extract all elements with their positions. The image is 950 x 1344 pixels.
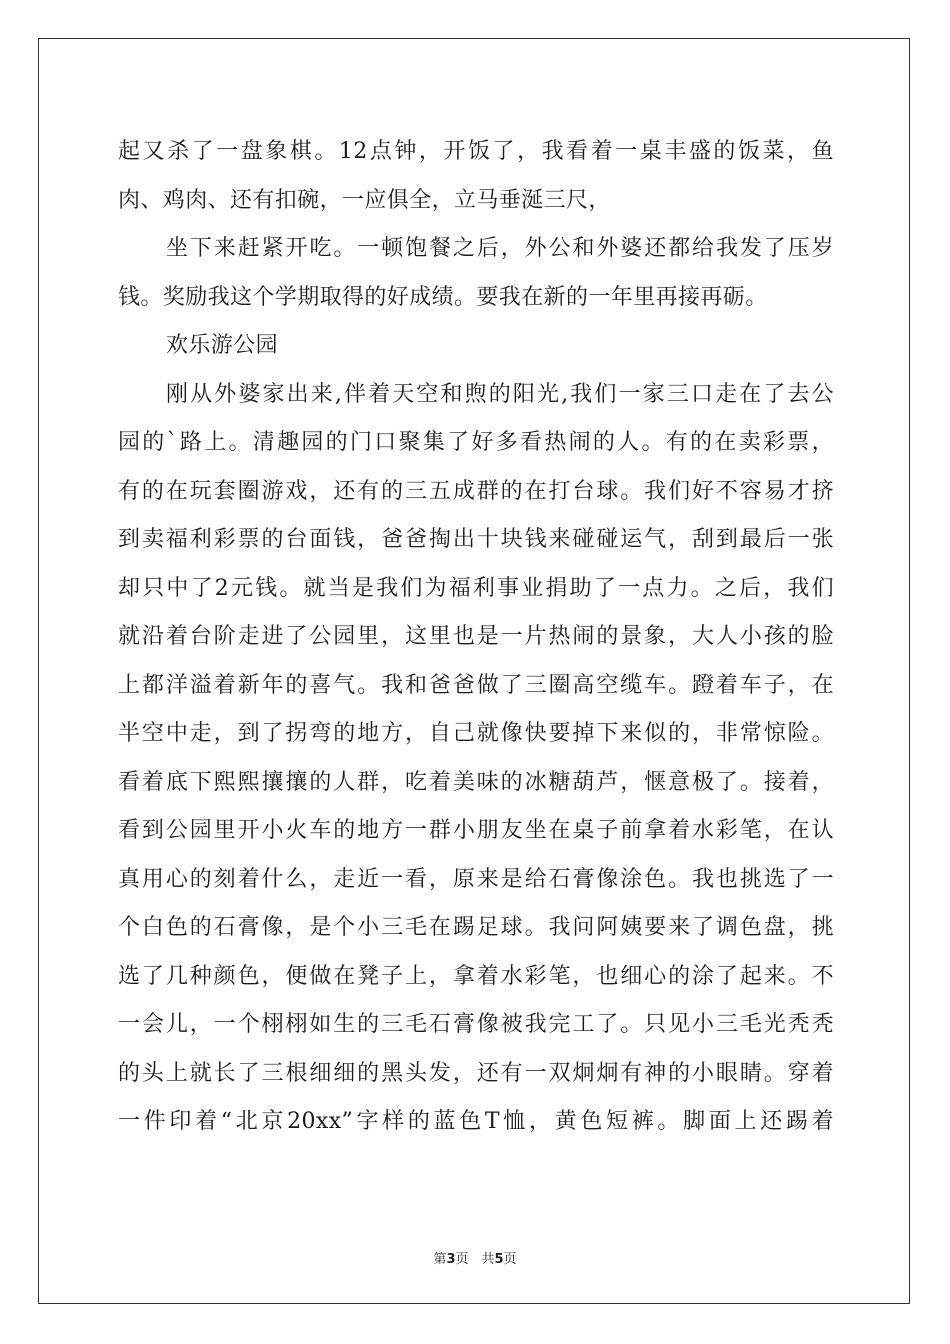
text-line: 看到公园里开小火车的地方一群小朋友坐在桌子前拿着水彩笔，在认 (118, 818, 834, 843)
text-line: 真用心的刻着什么，走近一看，原来是给石膏像涂色。我也挑选了一 (118, 866, 834, 892)
document-body (118, 128, 834, 1147)
footer-prefix: 第 (433, 1252, 447, 1267)
text-line: 起又杀了一盘象棋。12点钟，开饭了，我看着一桌丰盛的饭菜，鱼 (118, 139, 834, 164)
footer-middle: 页 共 (455, 1252, 495, 1267)
text-line: 到卖福利彩票的台面钱，爸爸掏出十块钱来碰碰运气，刮到最后一张 (118, 527, 834, 552)
text-line: 一件印着“北京20xx”字样的蓝色T恤，黄色短裤。脚面上还踢着 (118, 1109, 834, 1134)
text-line: 有的在玩套圈游戏，还有的三五成群的在打台球。我们好不容易才挤 (118, 478, 834, 504)
text-line: 选了几种颜色，便做在凳子上，拿着水彩笔，也细心的涂了起来。不 (118, 963, 834, 989)
text-line: 就沿着台阶走进了公园里，这里也是一片热闹的景象，大人小孩的脸 (118, 624, 834, 649)
footer-suffix: 页 (503, 1252, 517, 1267)
text-line: 半空中走，到了拐弯的地方，自己就像快要掉下来似的，非常惊险。 (118, 721, 834, 746)
current-page-number: 3 (446, 1252, 456, 1267)
page-footer (0, 1248, 950, 1267)
text-line: 却只中了2元钱。就当是我们为福利事业捐助了一点力。之后，我们 (118, 575, 834, 601)
text-line: 欢乐游公园 (166, 333, 279, 358)
text-line: 园的`路上。清趣园的门口聚集了好多看热闹的人。有的在卖彩票， (118, 430, 834, 455)
text-line: 个白色的石膏像，是个小三毛在踢足球。我问阿姨要来了调色盘，挑 (118, 915, 834, 940)
text-line: 的头上就长了三根细细的黑头发，还有一双炯炯有神的小眼睛。穿着 (118, 1060, 834, 1086)
text-line: 看着底下熙熙攘攘的人群，吃着美味的冰糖葫芦，惬意极了。接着， (118, 769, 834, 795)
text-line: 钱。奖励我这个学期取得的好成绩。要我在新的一年里再接再砺。 (118, 284, 768, 310)
text-line: 上都洋溢着新年的喜气。我和爸爸做了三圈高空缆车。蹬着车子，在 (118, 672, 834, 698)
text-line: 肉、鸡肉、还有扣碗，一应俱全，立马垂涎三尺， (118, 187, 611, 213)
text-line: 刚从外婆家出来,伴着天空和煦的阳光,我们一家三口走在了去公 (166, 381, 834, 407)
text-line: 一会儿，一个栩栩如生的三毛石膏像被我完工了。只见小三毛光秃秃 (118, 1012, 834, 1037)
total-page-count: 5 (494, 1252, 504, 1267)
text-line: 坐下来赶紧开吃。一顿饱餐之后，外公和外婆还都给我发了压岁 (166, 236, 834, 261)
